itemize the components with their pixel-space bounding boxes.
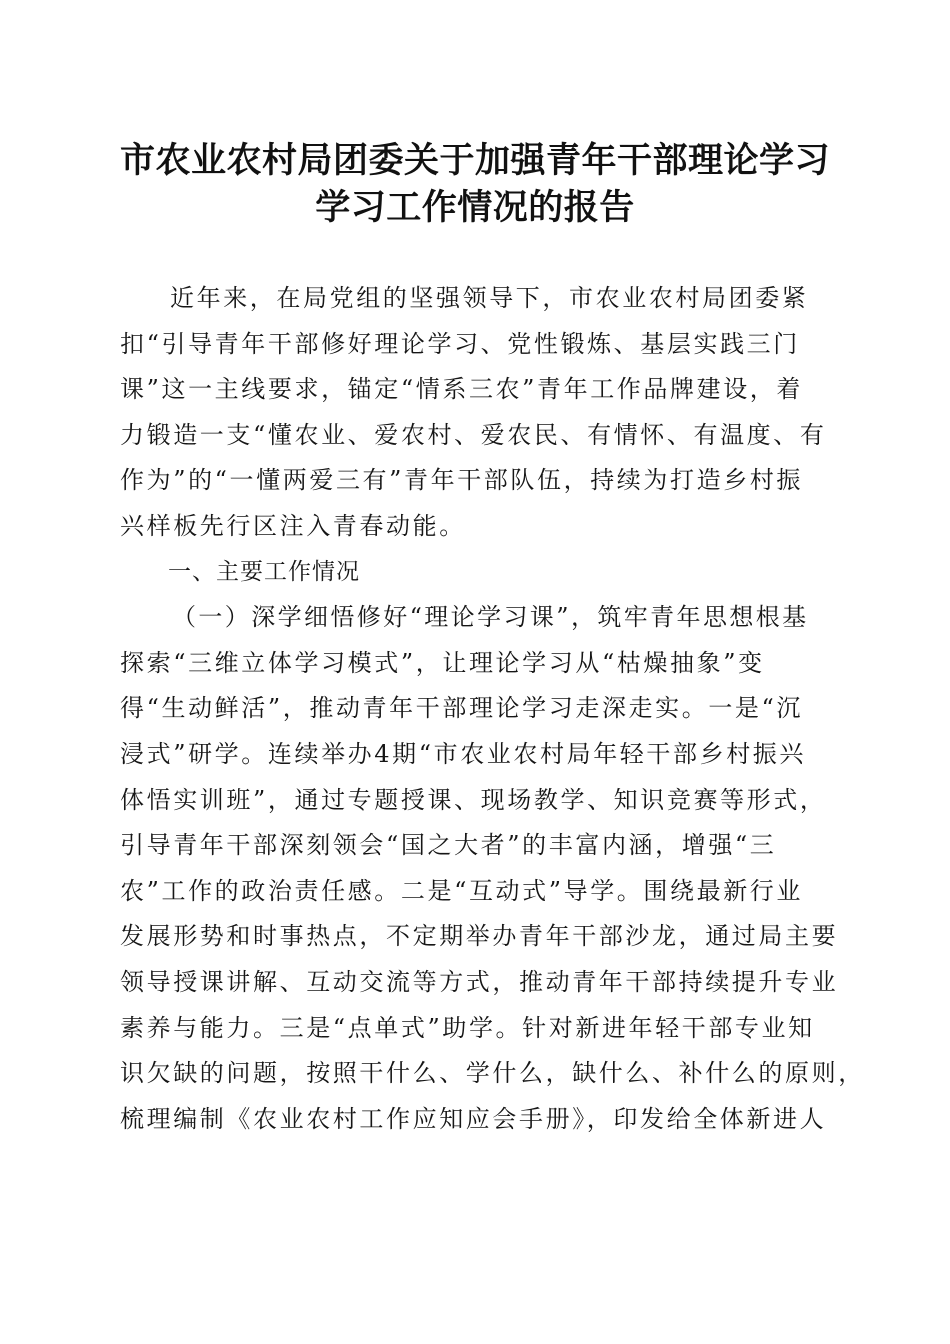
body-line: 梳理编制《农业农村工作应知应会手册》，印发给全体新进人 bbox=[120, 1104, 827, 1133]
body-line: 素养与能力。三是“点单式”助学。针对新进年轻干部专业知 bbox=[120, 1013, 815, 1042]
intro-line: 课”这一主线要求，锚定“情系三农”青年工作品牌建设，着 bbox=[120, 375, 804, 404]
body-line: 农”工作的政治责任感。二是“互动式”导学。围绕最新行业 bbox=[120, 876, 804, 905]
document-body bbox=[120, 276, 865, 1142]
body-line: 发展形势和时事热点，不定期举办青年干部沙龙，通过局主要 bbox=[120, 922, 839, 951]
document-title-line-2: 学习工作情况的报告 bbox=[315, 187, 635, 228]
body-line: 浸式”研学。连续举办4期“市农业农村局年轻干部乡村振兴 bbox=[120, 739, 807, 768]
intro-line: 作为”的“一懂两爱三有”青年干部队伍，持续为打造乡村振 bbox=[120, 466, 804, 495]
body-line: 识欠缺的问题，按照干什么、学什么，缺什么、补什么的原则， bbox=[120, 1059, 865, 1088]
body-line: 得“生动鲜活”，推动青年干部理论学习走深走实。一是“沉 bbox=[120, 694, 804, 723]
section-heading: 一、主要工作情况 bbox=[168, 558, 360, 585]
intro-line: 近年来，在局党组的坚强领导下，市农业农村局团委紧 bbox=[170, 284, 809, 312]
body-line: 体悟实训班”，通过专题授课、现场教学、知识竞赛等形式， bbox=[120, 785, 827, 814]
subsection-heading: （一）深学细悟修好“理论学习课”，筑牢青年思想根基 bbox=[172, 603, 809, 632]
body-line: 引导青年干部深刻领会“国之大者”的丰富内涵，增强“三 bbox=[120, 831, 777, 860]
intro-line: 力锻造一支“懂农业、爱农村、爱农民、有情怀、有温度、有 bbox=[120, 420, 827, 449]
intro-line: 兴样板先行区注入青春动能。 bbox=[120, 511, 466, 540]
body-line: 探索“三维立体学习模式”，让理论学习从“枯燥抽象”变 bbox=[120, 648, 765, 677]
document-title-line-1: 市农业农村局团委关于加强青年干部理论学习 bbox=[119, 140, 830, 181]
body-line: 领导授课讲解、互动交流等方式，推动青年干部持续提升专业 bbox=[120, 967, 839, 996]
intro-line: 扣“引导青年干部修好理论学习、党性锻炼、基层实践三门 bbox=[120, 329, 800, 358]
